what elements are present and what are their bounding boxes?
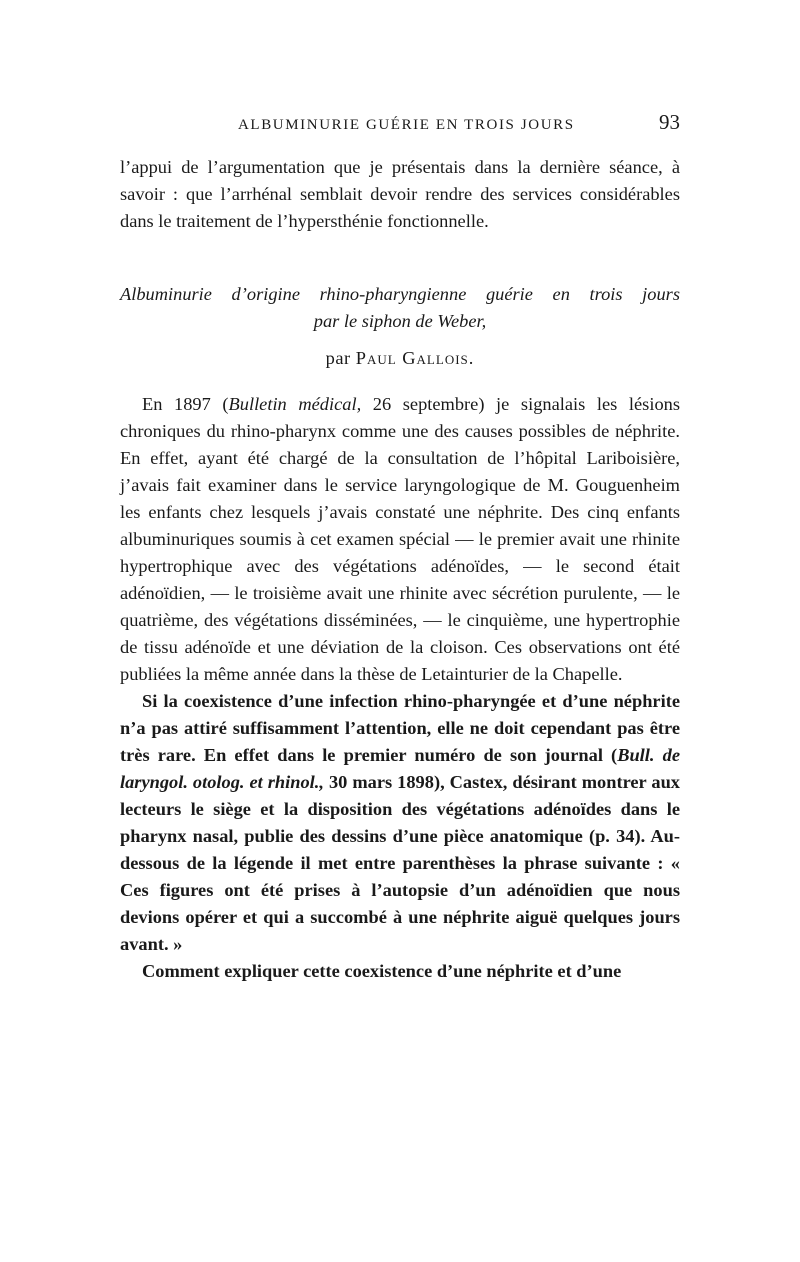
intro-paragraph: l’appui de l’argumentation que je présentais dans la dernière séance, à savoir : que l’arrhénal semblait devoir rendre des services considérables dans le traitement de l’hypersthénie fonctionnelle. [120,157,680,231]
body-paragraph-2 [120,688,680,958]
p2-text-b: 30 mars 1898), Castex, désirant montrer aux lecteurs le siège et la disposition des végétations adénoïdes dans le pharynx nasal, publie des dessins d’une pièce anatomique (p. 34). Au-dessous de la légende il met entre parenthèses la phrase suivante : « Ces figures ont été prises à l’autopsie d’un adénoïdien que nous devions opérer et qui a succombé à une néphrite aiguë quelques jours avant. » [120,772,680,954]
p2-citation: Bull. de laryngol. otolog. et rhinol., [120,745,680,792]
byline-prefix: par [325,348,351,368]
p1-text-a: En 1897 ( [142,394,229,414]
body-paragraph-3: Comment expliquer cette coexistence d’une néphrite et d’une [142,961,622,981]
byline [120,348,680,369]
p1-text-b: 26 septembre) je signalais les lésions chroniques du rhino-pharynx comme une des causes possibles de néphrite. En effet, ayant été chargé de la consultation de l’hôpital Lariboisière, j’avais fait examiner dans le service laryngologique de M. Gouguenheim les enfants chez lesquels j’avais constaté une néphrite. Des cinq enfants albuminuriques soumis à cet examen spécial — le premier avait une rhinite hypertrophique avec des végétations adénoïdes, — le second était adénoïdien, — le troisième avait une rhinite avec sécrétion purulente, — le quatrième, des végétations disséminées, — le cinquième, une hypertrophie de tissu adénoïde et une déviation de la cloison. Ces observations ont été publiées la même année dans la thèse de Letainturier de la Chapelle. [120,394,680,684]
page-number: 93 [659,110,680,134]
author-name: Paul Gallois. [355,348,475,368]
article-title-line-2: par le siphon de Weber, [313,311,487,331]
body-paragraph-1 [120,391,680,688]
p1-citation: Bulletin médical, [228,394,362,414]
running-head [120,110,680,140]
article-title [120,281,680,335]
p2-text-a: Si la coexistence d’une infection rhino-pharyngée et d’une néphrite n’a pas attiré suffisamment l’attention, elle ne doit cependant pas être très rare. En effet dans le premier numéro de son journal ( [120,691,680,765]
running-title: ALBUMINURIE GUÉRIE EN TROIS JOURS [238,117,575,133]
book-page [120,110,680,985]
article-title-line-1: Albuminurie d’origine rhino-pharyngienne guérie en trois jours [120,284,680,304]
